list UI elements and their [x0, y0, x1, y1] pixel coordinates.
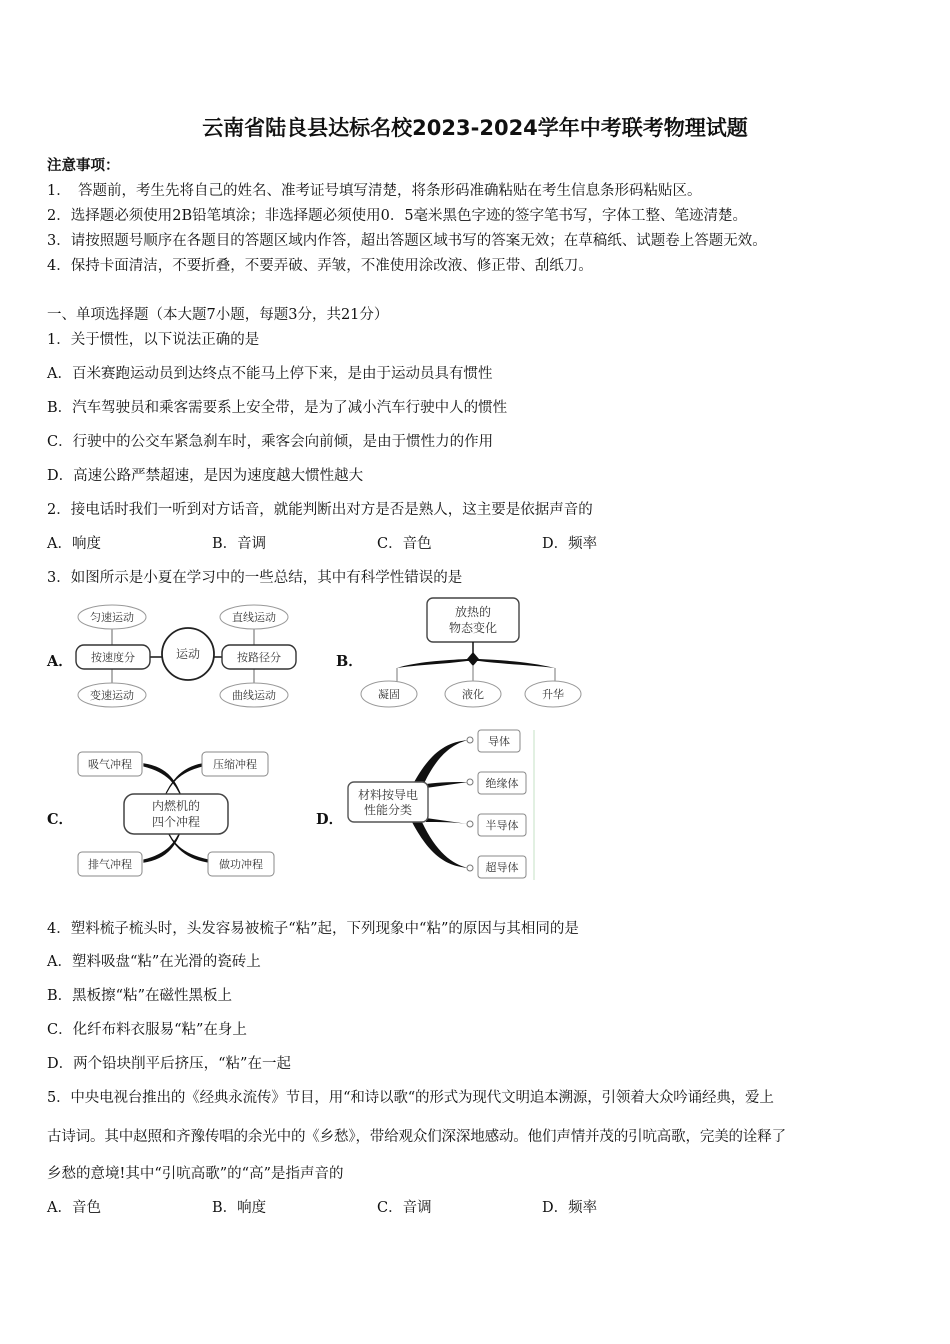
text-linear-motion: 直线运动	[232, 611, 276, 624]
q2-option-d: D．频率	[542, 536, 598, 552]
notice-item-2: 2．选择题必须使用2B铅笔填涂；非选择题必须使用0．5毫米黑色字迹的签字笔书写，字体工整、笔迹清楚。	[47, 208, 748, 224]
text-liquefy: 液化	[462, 688, 484, 701]
q3-label-b: B．	[336, 653, 363, 670]
notice-heading: 注意事项：	[47, 157, 120, 174]
q4-option-c: C．化纤布料衣服易“粘”在身上	[47, 1022, 247, 1038]
q2-option-c: C．音色	[377, 536, 432, 552]
text-intake: 吸气冲程	[88, 758, 132, 771]
text-insulator: 绝缘体	[485, 777, 519, 790]
notice-item-1: 1． 答题前，考生先将自己的姓名、准考证号填写清楚，将条形码准确粘贴在考生信息条形码粘贴区。	[47, 183, 702, 199]
q5-option-d: D．频率	[542, 1200, 598, 1216]
text-exhaust: 排气冲程	[88, 858, 132, 871]
q4-option-b: B．黑板擦“粘”在磁性黑板上	[47, 988, 232, 1004]
diagram-b	[355, 592, 595, 717]
text-sublimate: 升华	[542, 688, 564, 701]
text-by-path: 按路径分	[237, 651, 281, 664]
text-variable-motion: 变速运动	[90, 689, 134, 702]
q2-stem: 2．接电话时我们一听到对方话音，就能判断出对方是否是熟人，这主要是依据声音的	[47, 502, 593, 518]
text-ice-2: 四个冲程	[151, 815, 201, 829]
q1-option-c: C．行驶中的公交车紧急刹车时，乘客会向前倾，是由于惯性力的作用	[47, 434, 494, 450]
q2-option-a: A．响度	[47, 536, 101, 552]
diagram-d	[340, 724, 540, 886]
q5-stem-line-2: 古诗词。其中赵照和齐豫传唱的余光中的《乡愁》，带给观众们深深地感动。他们声情并茂的引吭高歌，完美的诠释了	[47, 1129, 786, 1145]
q4-option-d: D．两个铅块削平后挤压，“粘”在一起	[47, 1056, 291, 1072]
q4-stem: 4．塑料梳子梳头时，头发容易被梳子“粘”起，下列现象中“粘”的原因与其相同的是	[47, 921, 579, 937]
q4-option-a: A．塑料吸盘“粘”在光滑的瓷砖上	[47, 954, 261, 970]
text-superconductor: 超导体	[485, 861, 519, 874]
text-by-speed: 按速度分	[91, 651, 135, 664]
q5-option-c: C．音调	[377, 1200, 432, 1216]
q5-stem-line-3: 乡愁的意境!其中“引吭高歌”的“高”是指声音的	[47, 1166, 344, 1182]
text-ice-1: 内燃机的	[151, 799, 201, 813]
notice-item-4: 4．保持卡面清洁，不要折叠，不要弄破、弄皱，不准使用涂改液、修正带、刮纸刀。	[47, 258, 593, 274]
q3-label-a: A．	[47, 653, 73, 670]
q1-option-b: B．汽车驾驶员和乘客需要系上安全带，是为了减小汽车行驶中人的惯性	[47, 400, 508, 416]
diagram-a	[70, 596, 310, 718]
page-title: 云南省陆良县达标名校2023-2024学年中考联考物理试题	[202, 116, 748, 140]
q3-label-c: C．	[47, 811, 74, 828]
text-material-1: 材料按导电	[357, 788, 419, 802]
text-exothermic-1: 放热的	[454, 605, 492, 619]
text-conductor: 导体	[488, 735, 510, 748]
notice-item-3: 3．请按照题号顺序在各题目的答题区域内作答，超出答题区域书写的答案无效；在草稿纸、试题卷上答题无效。	[47, 233, 767, 249]
q5-option-b: B．响度	[212, 1200, 267, 1216]
q5-option-a: A．音色	[47, 1200, 101, 1216]
text-motion: 运动	[175, 647, 201, 661]
text-uniform-motion: 匀速运动	[90, 611, 134, 624]
section-heading: 一、单项选择题（本大题7小题，每题3分，共21分）	[47, 307, 389, 323]
text-curved-motion: 曲线运动	[232, 689, 276, 702]
q1-option-a: A．百米赛跑运动员到达终点不能马上停下来，是由于运动员具有惯性	[47, 366, 493, 382]
text-power: 做功冲程	[219, 858, 263, 871]
q3-label-d: D．	[316, 811, 344, 828]
q1-stem: 1．关于惯性，以下说法正确的是	[47, 332, 260, 348]
q1-option-d: D．高速公路严禁超速，是因为速度越大惯性越大	[47, 468, 364, 484]
text-solidify: 凝固	[378, 688, 400, 701]
text-compression: 压缩冲程	[213, 758, 257, 771]
text-semiconductor: 半导体	[485, 819, 519, 832]
q3-stem: 3．如图所示是小夏在学习中的一些总结，其中有科学性错误的是	[47, 570, 463, 586]
text-material-2: 性能分类	[363, 803, 413, 817]
text-exothermic-2: 物态变化	[448, 621, 498, 635]
q5-stem-line-1: 5．中央电视台推出的《经典永流传》节目，用“和诗以歌“的形式为现代文明追本溯源，引领着大众吟诵经典，爱上	[47, 1090, 774, 1106]
q2-option-b: B．音调	[212, 536, 267, 552]
diagram-c	[72, 740, 282, 885]
